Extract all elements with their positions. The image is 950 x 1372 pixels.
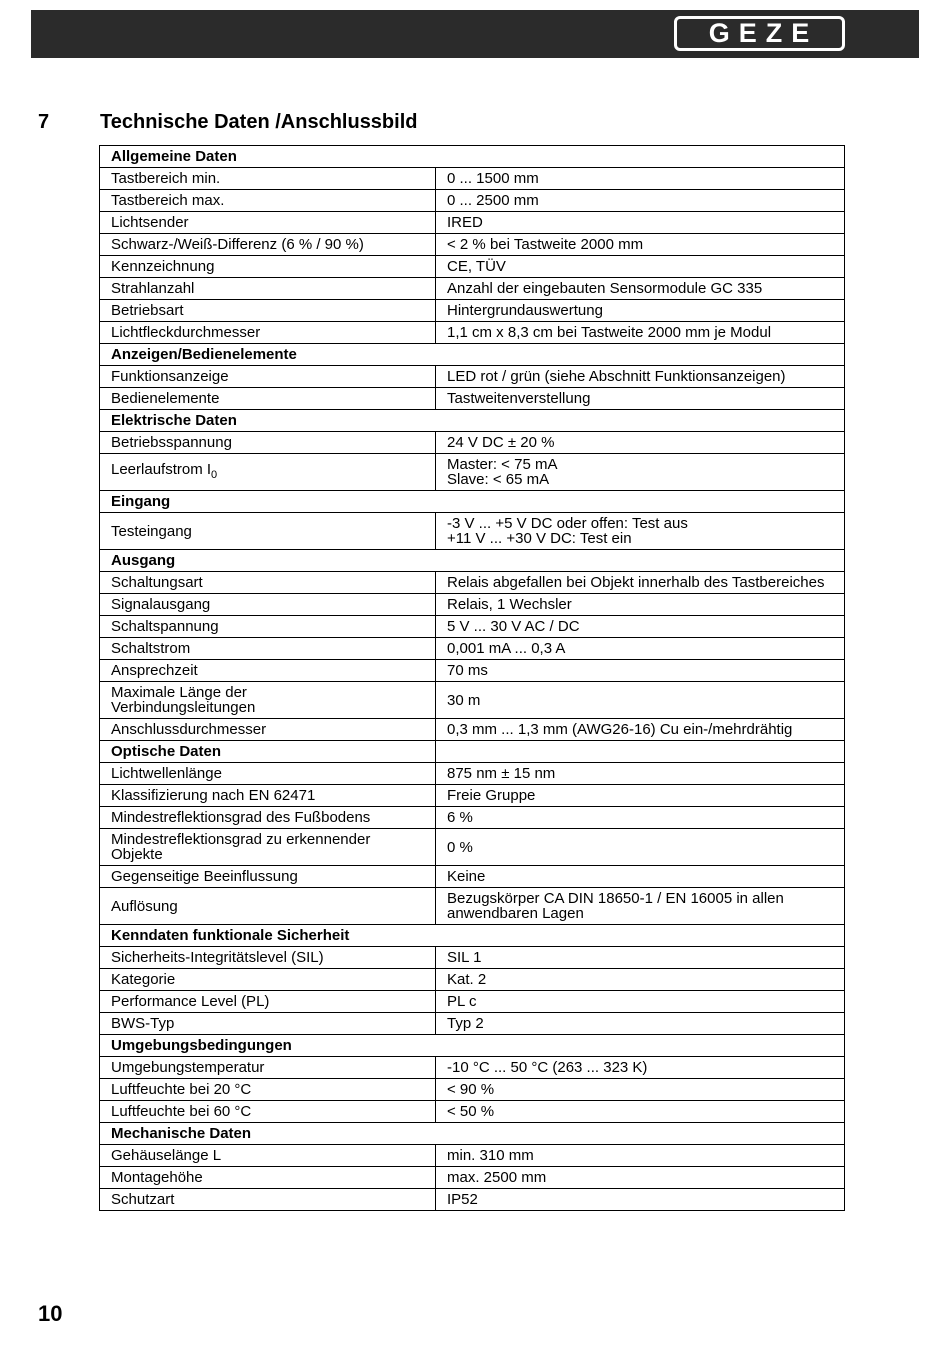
group-header-row (100, 1035, 845, 1057)
spec-label (100, 300, 436, 322)
group-title: Eingang (100, 491, 845, 513)
spec-value-text: IRED (447, 214, 483, 231)
spec-label (100, 719, 436, 741)
table-row (100, 1079, 845, 1101)
spec-label-text: Funktionsanzeige (111, 368, 229, 385)
spec-value-text: 0,001 mA ... 0,3 A (447, 640, 566, 657)
table-row (100, 1145, 845, 1167)
spec-label (100, 1013, 436, 1035)
spec-value (436, 1013, 845, 1035)
spec-label-text: Strahlanzahl (111, 280, 195, 297)
spec-value-text: 0 % (447, 838, 473, 856)
table-row (100, 1013, 845, 1035)
spec-value-text: Master: < 75 mA (447, 456, 558, 473)
table-row (100, 190, 845, 212)
spec-value-text: Keine (447, 868, 486, 885)
table-row (100, 888, 845, 925)
spec-value-text: Freie Gruppe (447, 787, 536, 804)
spec-value-text: Relais abgefallen bei Objekt innerhalb des Tastbereiches (447, 574, 825, 591)
spec-value (436, 763, 845, 785)
spec-value-text: -3 V ... +5 V DC oder offen: Test aus (447, 515, 688, 532)
group-header-row (100, 1123, 845, 1145)
table-row (100, 513, 845, 550)
spec-label (100, 991, 436, 1013)
spec-label (100, 888, 436, 925)
spec-value (436, 991, 845, 1013)
spec-label (100, 432, 436, 454)
spec-label (100, 829, 436, 866)
group-title: Ausgang (100, 550, 845, 572)
spec-label (100, 682, 436, 719)
table-row (100, 947, 845, 969)
spec-value (436, 1057, 845, 1079)
spec-value (436, 212, 845, 234)
spec-label-text: Lichtwellenlänge (111, 765, 222, 782)
table-row (100, 388, 845, 410)
table-row (100, 719, 845, 741)
spec-value (436, 1167, 845, 1189)
spec-label-text: Schwarz-/Weiß-Differenz (6 % / 90 %) (111, 236, 364, 253)
spec-label (100, 763, 436, 785)
spec-label-text: Mindestreflektionsgrad des Fußbodens (111, 809, 371, 826)
spec-value-text: SIL 1 (447, 949, 482, 966)
spec-label (100, 660, 436, 682)
spec-label-text: Schaltstrom (111, 640, 191, 657)
spec-value-text: Tastweitenverstellung (447, 390, 591, 407)
group-header-row (100, 146, 845, 168)
group-title: Anzeigen/Bedienelemente (100, 344, 845, 366)
spec-label (100, 594, 436, 616)
spec-value-text: max. 2500 mm (447, 1169, 547, 1186)
spec-label-text: Schutzart (111, 1191, 175, 1208)
spec-label (100, 322, 436, 344)
spec-value (436, 234, 845, 256)
spec-label-text-line2: Verbindungsleitungen (111, 699, 256, 716)
table-row (100, 168, 845, 190)
table-row (100, 1057, 845, 1079)
spec-value (436, 660, 845, 682)
spec-value-text-line2: anwendbaren Lagen (447, 905, 584, 922)
spec-label-text: BWS-Typ (111, 1015, 175, 1032)
spec-value-text: 30 m (447, 691, 481, 709)
table-row (100, 807, 845, 829)
spec-value (436, 829, 845, 866)
spec-value (436, 947, 845, 969)
spec-value (436, 278, 845, 300)
section-title: Technische Daten /Anschlussbild (100, 111, 418, 133)
group-title: Optische Daten (100, 741, 436, 763)
spec-label-text: Bedienelemente (111, 390, 220, 407)
spec-label-text: Auflösung (111, 897, 178, 915)
group-title-spacer (436, 741, 845, 763)
spec-value (436, 682, 845, 719)
table-row (100, 785, 845, 807)
spec-label (100, 785, 436, 807)
spec-label-text: Gegenseitige Beeinflussung (111, 868, 298, 885)
table-row (100, 991, 845, 1013)
spec-value (436, 454, 845, 491)
group-header-row (100, 344, 845, 366)
spec-label (100, 1101, 436, 1123)
spec-label-text: Kennzeichnung (111, 258, 215, 275)
spec-value-text: IP52 (447, 1191, 478, 1208)
spec-label-text: Luftfeuchte bei 60 °C (111, 1103, 252, 1120)
spec-value (436, 1189, 845, 1211)
page-number: 10 (38, 1301, 63, 1326)
spec-value-text: 875 nm ± 15 nm (447, 765, 556, 782)
spec-value-text-line2: Slave: < 65 mA (447, 471, 550, 488)
spec-label-text: Sicherheits-Integritätslevel (SIL) (111, 949, 324, 966)
spec-label-text: Performance Level (PL) (111, 993, 270, 1010)
spec-label (100, 1167, 436, 1189)
table-row (100, 969, 845, 991)
group-title: Mechanische Daten (100, 1123, 845, 1145)
table-row (100, 322, 845, 344)
spec-value (436, 572, 845, 594)
table-row (100, 432, 845, 454)
spec-label-text: Schaltungsart (111, 574, 203, 591)
spec-value-text: 5 V ... 30 V AC / DC (447, 618, 580, 635)
spec-value (436, 866, 845, 888)
spec-value-text: CE, TÜV (447, 258, 506, 275)
spec-label-text: Anschlussdurchmesser (111, 721, 267, 738)
spec-value-text: 24 V DC ± 20 % (447, 434, 555, 451)
spec-value-text: PL c (447, 993, 477, 1010)
spec-label-text: Betriebsspannung (111, 434, 232, 451)
spec-label (100, 638, 436, 660)
section-number: 7 (38, 111, 50, 133)
spec-label-text: Lichtsender (111, 214, 189, 231)
spec-value-text: 0 ... 1500 mm (447, 170, 539, 187)
spec-value (436, 256, 845, 278)
spec-label (100, 616, 436, 638)
spec-value-text: 0,3 mm ... 1,3 mm (AWG26-16) Cu ein-/mehrdrähtig (447, 721, 793, 738)
spec-value-text: 70 ms (447, 662, 488, 679)
group-title: Kenndaten funktionale Sicherheit (100, 925, 845, 947)
spec-label (100, 1057, 436, 1079)
spec-value (436, 190, 845, 212)
spec-value (436, 366, 845, 388)
spec-label-text: Leerlaufstrom I (111, 460, 212, 478)
table-row (100, 1101, 845, 1123)
spec-label (100, 366, 436, 388)
spec-label (100, 807, 436, 829)
spec-value-text: -10 °C ... 50 °C (263 ... 323 K) (447, 1059, 648, 1076)
technical-data-table (99, 145, 845, 1211)
spec-label-text: Klassifizierung nach EN 62471 (111, 787, 316, 804)
spec-value-text: < 90 % (447, 1081, 495, 1098)
spec-value (436, 969, 845, 991)
spec-value (436, 388, 845, 410)
spec-value (436, 1101, 845, 1123)
spec-value (436, 168, 845, 190)
spec-label (100, 454, 436, 491)
spec-label (100, 278, 436, 300)
spec-value-text: Relais, 1 Wechsler (447, 596, 572, 613)
spec-value (436, 1145, 845, 1167)
spec-value (436, 785, 845, 807)
spec-value (436, 638, 845, 660)
spec-label-text-line2: Objekte (111, 846, 163, 863)
table-row (100, 256, 845, 278)
spec-value (436, 719, 845, 741)
spec-label-text: Lichtfleckdurchmesser (111, 324, 261, 341)
spec-value-text: Bezugskörper CA DIN 18650-1 / EN 16005 in allen (447, 890, 784, 907)
spec-value-text: Typ 2 (447, 1015, 484, 1032)
spec-label-text: Testeingang (111, 522, 192, 540)
table-row (100, 234, 845, 256)
spec-label (100, 947, 436, 969)
table-row (100, 300, 845, 322)
spec-label-text: Luftfeuchte bei 20 °C (111, 1081, 252, 1098)
spec-label (100, 256, 436, 278)
spec-value (436, 300, 845, 322)
spec-label (100, 969, 436, 991)
spec-label-text: Mindestreflektionsgrad zu erkennender (111, 831, 371, 848)
spec-label (100, 866, 436, 888)
group-header-row (100, 491, 845, 513)
spec-value (436, 594, 845, 616)
group-title: Umgebungsbedingungen (100, 1035, 845, 1057)
table-row (100, 638, 845, 660)
spec-label (100, 1189, 436, 1211)
spec-value-text: < 2 % bei Tastweite 2000 mm (447, 236, 644, 253)
spec-label-text: Montagehöhe (111, 1169, 203, 1186)
spec-value (436, 513, 845, 550)
table-row (100, 572, 845, 594)
spec-label (100, 212, 436, 234)
table-row (100, 660, 845, 682)
spec-value-text: Anzahl der eingebauten Sensormodule GC 335 (447, 280, 763, 297)
spec-label (100, 190, 436, 212)
spec-label (100, 388, 436, 410)
spec-value-text: 0 ... 2500 mm (447, 192, 539, 209)
spec-label-subscript: 0 (211, 468, 218, 481)
table-row (100, 829, 845, 866)
spec-label-text: Maximale Länge der (111, 684, 247, 701)
group-header-row (100, 550, 845, 572)
table-row (100, 366, 845, 388)
table-row (100, 278, 845, 300)
spec-label-text: Gehäuselänge L (111, 1147, 222, 1164)
spec-value-text: min. 310 mm (447, 1147, 534, 1164)
table-row (100, 866, 845, 888)
geze-logo: GEZE (674, 16, 845, 51)
group-header-row (100, 741, 845, 763)
group-title: Allgemeine Daten (100, 146, 845, 168)
spec-label (100, 1145, 436, 1167)
spec-label (100, 513, 436, 550)
spec-label (100, 1079, 436, 1101)
table-row (100, 212, 845, 234)
table-row (100, 454, 845, 491)
table-row (100, 1189, 845, 1211)
spec-value-text: Hintergrundauswertung (447, 302, 603, 319)
spec-label (100, 572, 436, 594)
spec-value-text: LED rot / grün (siehe Abschnitt Funktionsanzeigen) (447, 368, 786, 385)
group-header-row (100, 925, 845, 947)
spec-label-text: Signalausgang (111, 596, 211, 613)
spec-value (436, 322, 845, 344)
table-row (100, 616, 845, 638)
spec-label (100, 168, 436, 190)
spec-value-text: 1,1 cm x 8,3 cm bei Tastweite 2000 mm je Modul (447, 324, 772, 341)
spec-value (436, 888, 845, 925)
spec-value (436, 616, 845, 638)
spec-value (436, 807, 845, 829)
spec-value-text: 6 % (447, 809, 473, 826)
spec-label-text: Schaltspannung (111, 618, 219, 635)
spec-label-text: Betriebsart (111, 302, 184, 319)
table-row (100, 763, 845, 785)
spec-label-text: Kategorie (111, 971, 176, 988)
spec-label-text: Tastbereich min. (111, 170, 221, 187)
spec-value-text: < 50 % (447, 1103, 495, 1120)
spec-label (100, 234, 436, 256)
table-row (100, 594, 845, 616)
spec-value-text-line2: +11 V ... +30 V DC: Test ein (447, 530, 632, 547)
group-title: Elektrische Daten (100, 410, 845, 432)
spec-label-text: Umgebungstemperatur (111, 1059, 265, 1076)
table-row (100, 682, 845, 719)
spec-value (436, 432, 845, 454)
spec-value (436, 1079, 845, 1101)
header-bar (31, 10, 919, 58)
spec-label-text: Tastbereich max. (111, 192, 225, 209)
spec-value-text: Kat. 2 (447, 971, 487, 988)
group-header-row (100, 410, 845, 432)
table-row (100, 1167, 845, 1189)
spec-label-text: Ansprechzeit (111, 662, 198, 679)
